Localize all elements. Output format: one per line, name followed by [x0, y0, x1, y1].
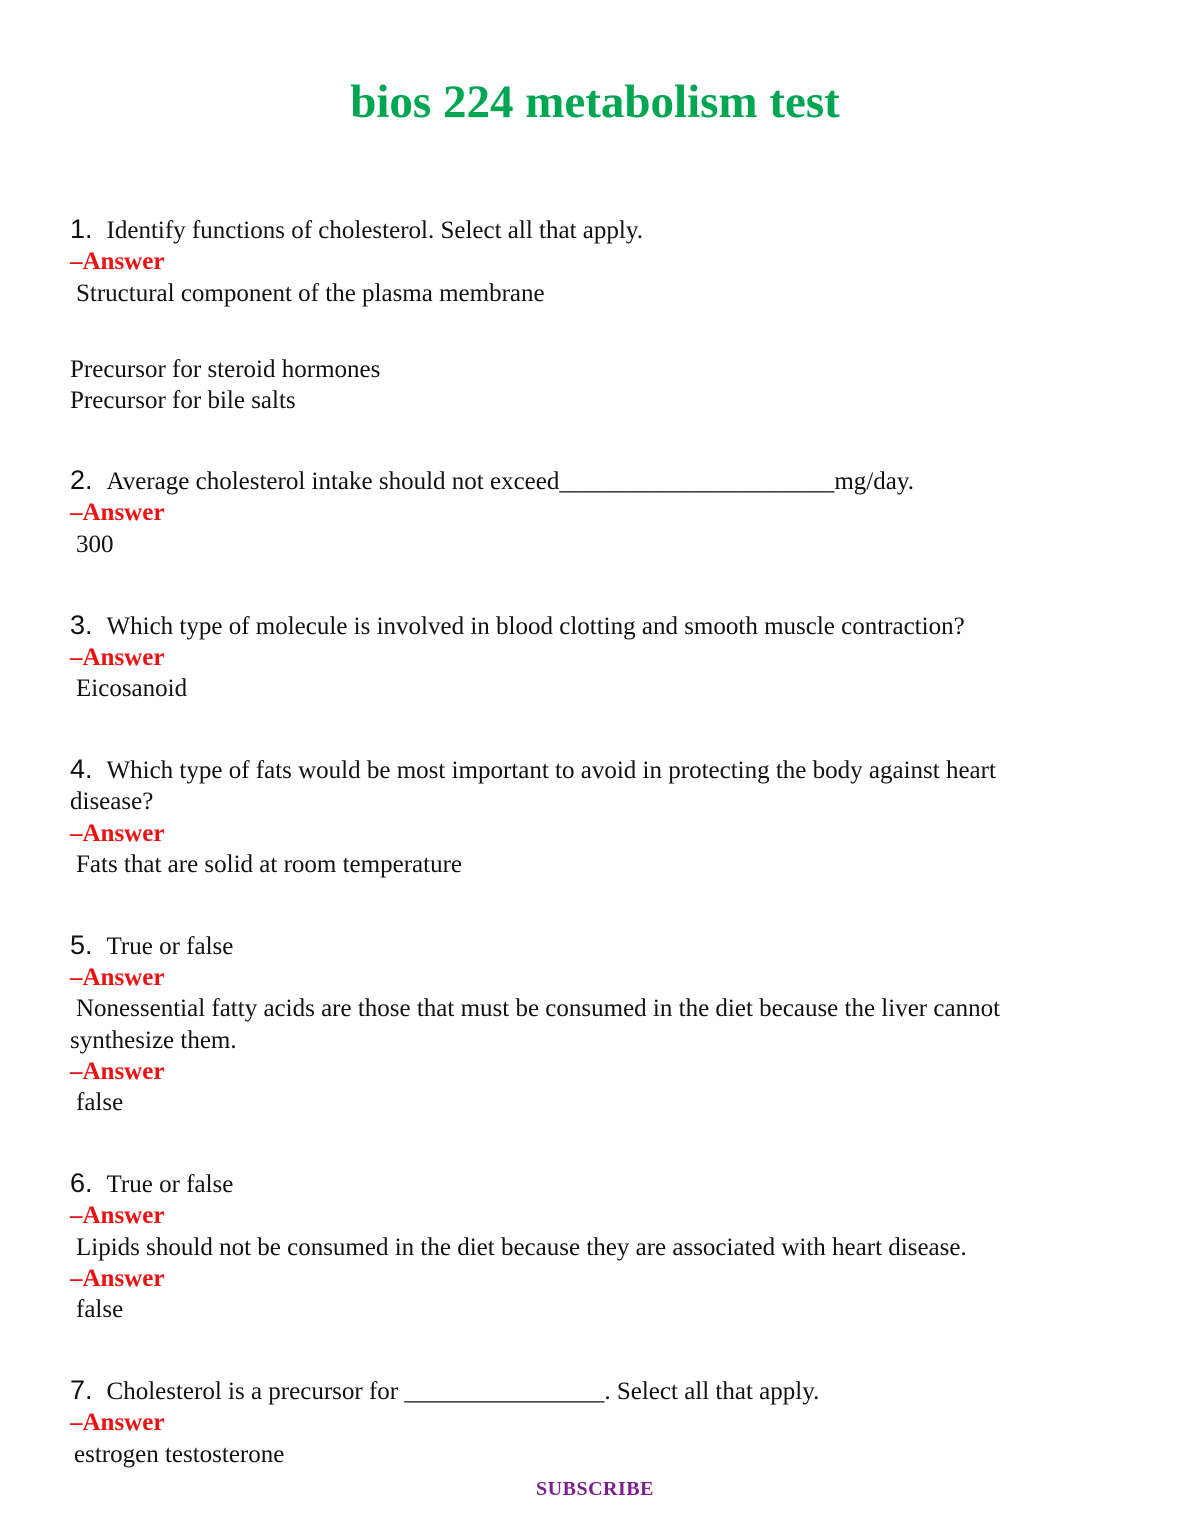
answer-label: –Answer: [70, 1265, 165, 1292]
question-text: Which type of molecule is involved in blood clotting and smooth muscle contraction?: [106, 613, 965, 640]
subscribe-link[interactable]: SUBSCRIBE: [536, 1478, 654, 1500]
answer-text: synthesize them.: [70, 1027, 237, 1054]
question-text: Identify functions of cholesterol. Select all that apply.: [106, 217, 643, 244]
question-number: 5.: [70, 930, 93, 960]
answer-text: Eicosanoid: [76, 675, 188, 702]
question-number: 4.: [70, 754, 93, 784]
question-text-continued: disease?: [70, 788, 154, 815]
page-title: bios 224 metabolism test: [350, 76, 840, 128]
question-number: 1.: [70, 214, 93, 244]
answer-text: 300: [76, 531, 114, 558]
answer-label: –Answer: [70, 499, 165, 526]
answer-label: –Answer: [70, 1409, 165, 1436]
question-number: 7.: [70, 1375, 93, 1405]
answer-label: –Answer: [70, 248, 165, 275]
answer-text: Structural component of the plasma membrane: [76, 280, 545, 307]
answer-label: –Answer: [70, 644, 165, 671]
question-text: Which type of fats would be most important to avoid in protecting the body against heart: [106, 757, 996, 784]
question-text: Cholesterol is a precursor for ________________. Select all that apply.: [106, 1378, 820, 1405]
answer-text: Precursor for steroid hormones: [70, 356, 381, 383]
answer-text: Precursor for bile salts: [70, 387, 296, 414]
question-text: True or false: [106, 1171, 234, 1198]
question-6: [70, 1168, 1130, 1200]
question-1: [70, 214, 1130, 246]
question-text: Average cholesterol intake should not exceed______________________mg/day.: [106, 468, 914, 495]
question-number: 3.: [70, 610, 93, 640]
answer-label: –Answer: [70, 1202, 165, 1229]
answer-text: Lipids should not be consumed in the diet because they are associated with heart disease.: [76, 1234, 967, 1261]
answer-text: false: [76, 1089, 124, 1116]
question-text: True or false: [106, 933, 234, 960]
question-3: [70, 610, 1130, 642]
answer-text: estrogen testosterone: [74, 1441, 285, 1468]
question-number: 2.: [70, 465, 93, 495]
answer-text: Fats that are solid at room temperature: [76, 851, 462, 878]
question-2: [70, 465, 1130, 497]
answer-label: –Answer: [70, 964, 165, 991]
question-number: 6.: [70, 1168, 93, 1198]
question-4: [70, 754, 1130, 786]
answer-label: –Answer: [70, 1058, 165, 1085]
answer-text: false: [76, 1296, 124, 1323]
question-5: [70, 930, 1130, 962]
answer-label: –Answer: [70, 820, 165, 847]
answer-text: Nonessential fatty acids are those that must be consumed in the diet because the liver cannot: [76, 995, 1001, 1022]
question-7: [70, 1375, 1130, 1407]
